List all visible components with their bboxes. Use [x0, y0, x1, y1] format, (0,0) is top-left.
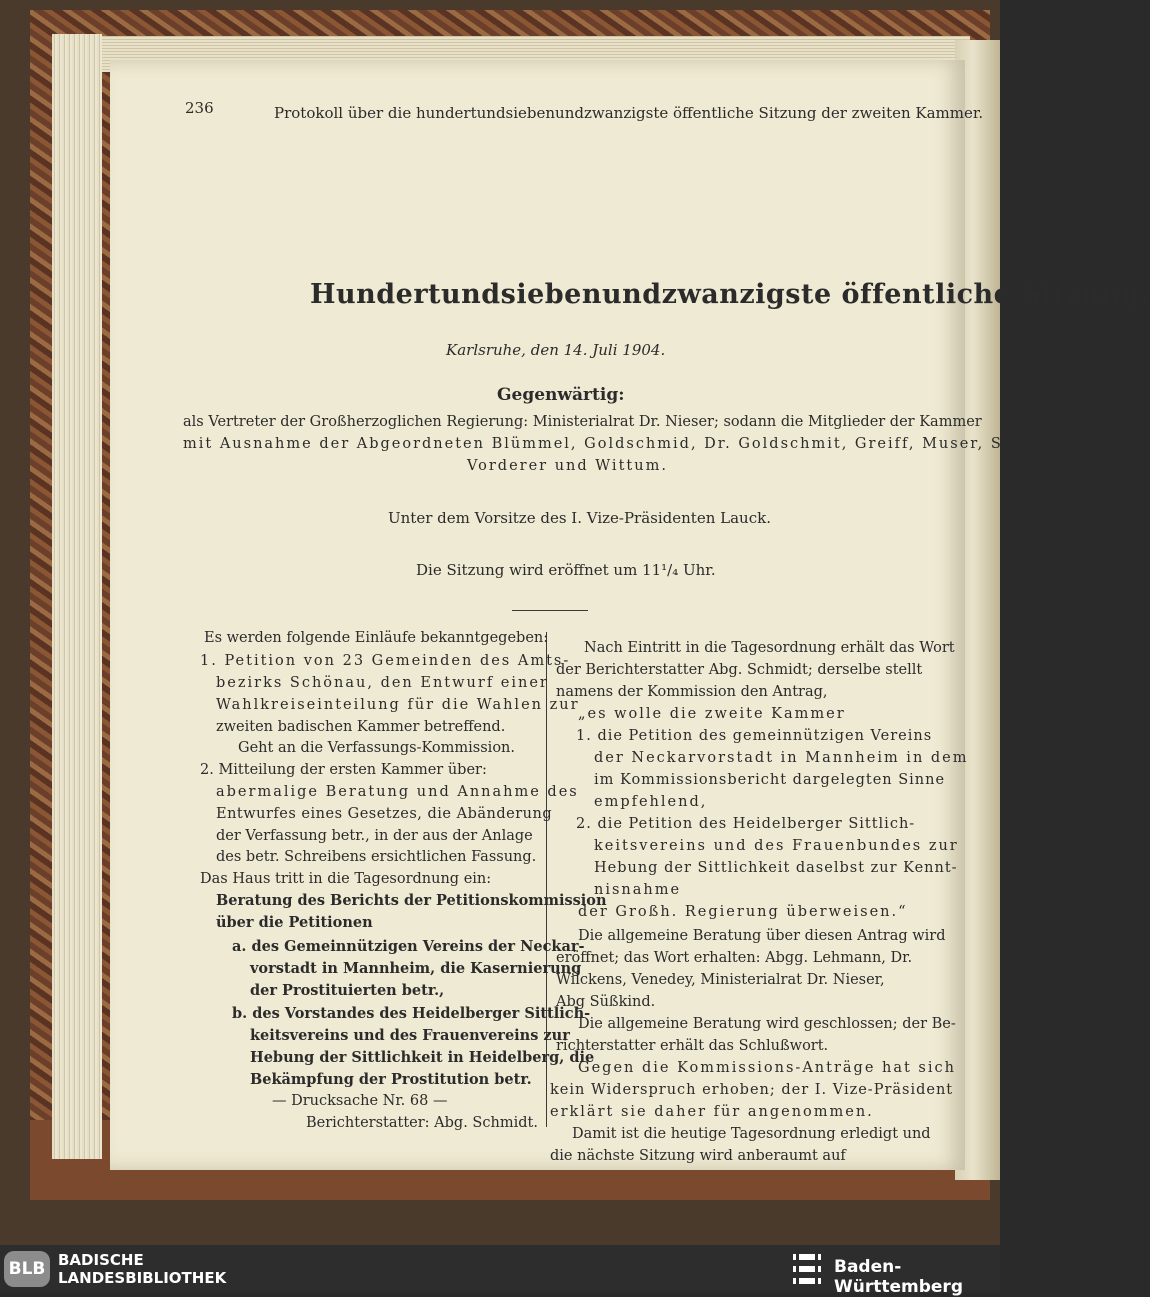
left-line: b. des Vorstandes des Heidelberger Sittlich- [232, 1005, 591, 1022]
right-line: Nach Eintritt in die Tagesordnung erhält das Wort [584, 640, 955, 656]
page-stack-side [52, 34, 102, 1159]
left-line: der Prostituierten betr., [250, 982, 445, 999]
left-line: Wahlkreiseinteilung für die Wahlen zur [216, 697, 580, 713]
blb-name-line1: BADISCHE [58, 1251, 144, 1269]
left-line: bezirks Schönau, den Entwurf einer [216, 675, 549, 691]
present-line: Vorderer und Wittum. [467, 458, 668, 474]
left-line: — Drucksache Nr. 68 — [272, 1093, 448, 1109]
right-line: namens der Kommission den Antrag, [556, 684, 828, 700]
place-date: Karlsruhe, den 14. Juli 1904. [446, 341, 666, 359]
left-line: der Verfassung betr., in der aus der Anlage [216, 828, 533, 844]
left-line: 2. Mitteilung der ersten Kammer über: [200, 762, 487, 778]
right-line: die nächste Sitzung wird anberaumt auf [550, 1148, 846, 1164]
page-number: 236 [185, 99, 214, 117]
left-line: Es werden folgende Einläufe bekanntgegeben: [204, 630, 549, 646]
separator-rule [512, 610, 588, 611]
right-line: „es wolle die zweite Kammer [578, 706, 846, 722]
footer-bar [0, 1245, 1000, 1297]
left-line: Beratung des Berichts der Petitionskommission [216, 892, 607, 909]
chair-line: Unter dem Vorsitze des I. Vize-Präsidenten Lauck. [388, 509, 771, 527]
right-line: 2. die Petition des Heidelberger Sittlich- [576, 816, 916, 832]
left-line: Entwurfes eines Gesetzes, die Abänderung [216, 806, 553, 822]
right-line: im Kommissionsbericht dargelegten Sinne [594, 772, 946, 788]
right-line: keitsvereins und des Frauenbundes zur [594, 838, 959, 854]
left-line: 1. Petition von 23 Gemeinden des Amts- [200, 653, 571, 669]
right-line: eröffnet; das Wort erhalten: Abgg. Lehmann, Dr. [556, 950, 913, 966]
right-line: Damit ist die heutige Tagesordnung erledigt und [572, 1126, 931, 1142]
right-line: der Großh. Regierung überweisen.“ [578, 904, 908, 920]
left-line: Das Haus tritt in die Tagesordnung ein: [200, 871, 492, 887]
right-line: Die allgemeine Beratung über diesen Antrag wird [578, 928, 946, 944]
present-line: als Vertreter der Großherzoglichen Regierung: Ministerialrat Dr. Nieser; sodann die Mitglieder der Kammer [183, 414, 982, 430]
left-line: keitsvereins und des Frauenvereins zur [250, 1027, 570, 1044]
opening-line: Die Sitzung wird eröffnet um 11¹/₄ Uhr. [416, 561, 716, 579]
right-line: Wilckens, Venedey, Ministerialrat Dr. Nieser, [556, 972, 885, 988]
right-line: 1. die Petition des gemeinnützigen Vereins [576, 728, 933, 744]
right-line: der Berichterstatter Abg. Schmidt; derselbe stellt [556, 662, 923, 678]
left-line: zweiten badischen Kammer betreffend. [216, 719, 506, 735]
right-line: nisnahme [594, 882, 682, 898]
left-line: a. des Gemeinnützigen Vereins der Neckar- [232, 938, 585, 955]
right-line: erklärt sie daher für angenommen. [550, 1104, 874, 1120]
bw-name: Baden-Württemberg [834, 1257, 963, 1297]
baden-wuerttemberg-lions-icon[interactable] [790, 1249, 824, 1289]
left-line: des betr. Schreibens ersichtlichen Fassung. [216, 849, 537, 865]
left-line: Bekämpfung der Prostitution betr. [250, 1071, 532, 1088]
present-heading: Gegenwärtig: [497, 385, 625, 405]
blb-logo[interactable]: BLB [4, 1251, 50, 1287]
right-line: Hebung der Sittlichkeit daselbst zur Kennt- [594, 860, 958, 876]
right-line: empfehlend, [594, 794, 708, 810]
left-line: Hebung der Sittlichkeit in Heidelberg, die [250, 1049, 595, 1066]
left-line: über die Petitionen [216, 914, 373, 931]
right-line: Abg Süßkind. [556, 994, 656, 1010]
left-line: vorstadt in Mannheim, die Kasernierung [250, 960, 582, 977]
present-line: mit Ausnahme der Abgeordneten Blümmel, Goldschmid, Dr. Goldschmit, Greiff, Muser, Stratz, [183, 436, 1055, 452]
left-line: abermalige Beratung und Annahme des [216, 784, 579, 800]
right-line: Die allgemeine Beratung wird geschlossen; der Be- [578, 1016, 956, 1032]
running-title: Protokoll über die hundertundsiebenundzwanzigste öffentliche Sitzung der zweiten Kammer. [274, 104, 984, 122]
left-line: Berichterstatter: Abg. Schmidt. [306, 1115, 538, 1131]
right-line: Gegen die Kommissions-Anträge hat sich [578, 1060, 956, 1076]
blb-name-line2: LANDESBIBLIOTHEK [58, 1269, 227, 1287]
right-line: richterstatter erhält das Schlußwort. [556, 1038, 829, 1054]
session-title: Hundertundsiebenundzwanzigste öffentliche Sitzung. [310, 279, 1150, 310]
right-line: der Neckarvorstadt in Mannheim in dem [594, 750, 969, 766]
right-line: kein Widerspruch erhoben; der I. Vize-Präsident [550, 1082, 954, 1098]
left-line: Geht an die Verfassungs-Kommission. [238, 740, 515, 756]
